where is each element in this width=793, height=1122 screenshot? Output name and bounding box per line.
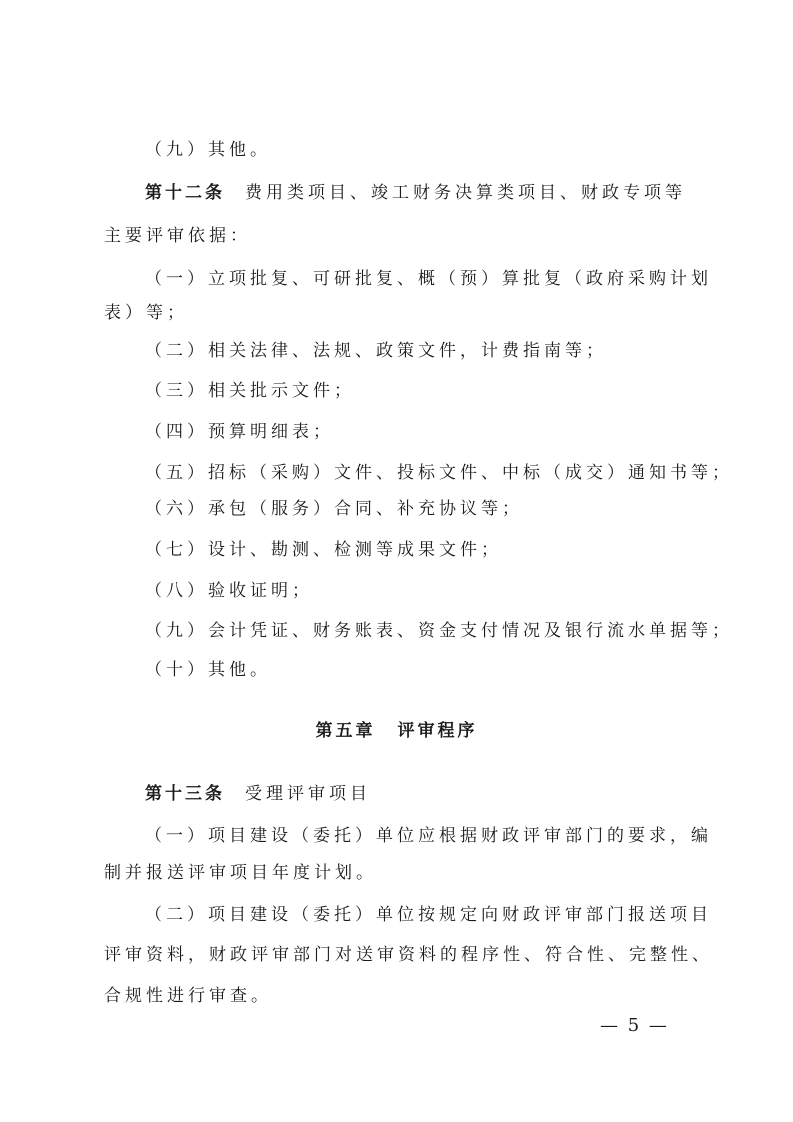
page-number: — 5 — [600, 1015, 669, 1036]
chapter-number: 第五章 [315, 721, 376, 741]
list-item: （四）预算明细表； [145, 422, 334, 442]
list-item: （六）承包（服务）合同、补充协议等； [145, 499, 523, 519]
paragraph-line: （一）项目建设（委托）单位应根据财政评审部门的要求，编 [145, 826, 712, 846]
list-item: （五）招标（采购）文件、投标文件、中标（成交）通知书等； [145, 463, 733, 483]
paragraph-line: 制并报送评审项目年度计划。 [104, 863, 377, 883]
article-12-heading [145, 182, 686, 204]
article-text: 费用类项目、竣工财务决算类项目、财政专项等 [245, 183, 686, 203]
article-label: 第十三条 [145, 784, 225, 804]
article-13-heading [145, 783, 371, 805]
chapter-heading [0, 720, 793, 742]
chapter-title: 评审程序 [397, 721, 478, 741]
article-label: 第十二条 [145, 183, 225, 203]
list-item: （九）会计凭证、财务账表、资金支付情况及银行流水单据等； [145, 621, 733, 641]
paragraph-line: （二）项目建设（委托）单位按规定向财政评审部门报送项目 [145, 905, 712, 925]
paragraph-line: 主要评审依据： [104, 226, 251, 246]
paragraph-line: 表）等； [104, 303, 188, 323]
list-item: （二）相关法律、法规、政策文件，计费指南等； [145, 341, 607, 361]
paragraph-line: （九）其他。 [145, 140, 271, 160]
list-item: （一）立项批复、可研批复、概（预）算批复（政府采购计划 [145, 269, 712, 289]
article-text: 受理评审项目 [245, 784, 371, 804]
list-item: （三）相关批示文件； [145, 381, 355, 401]
list-item: （八）验收证明； [145, 581, 313, 601]
list-item: （十）其他。 [145, 660, 271, 680]
paragraph-line: 评审资料，财政评审部门对送审资料的程序性、符合性、完整性、 [104, 945, 713, 965]
paragraph-line: 合规性进行审查。 [104, 986, 272, 1006]
list-item: （七）设计、勘测、检测等成果文件； [145, 540, 502, 560]
